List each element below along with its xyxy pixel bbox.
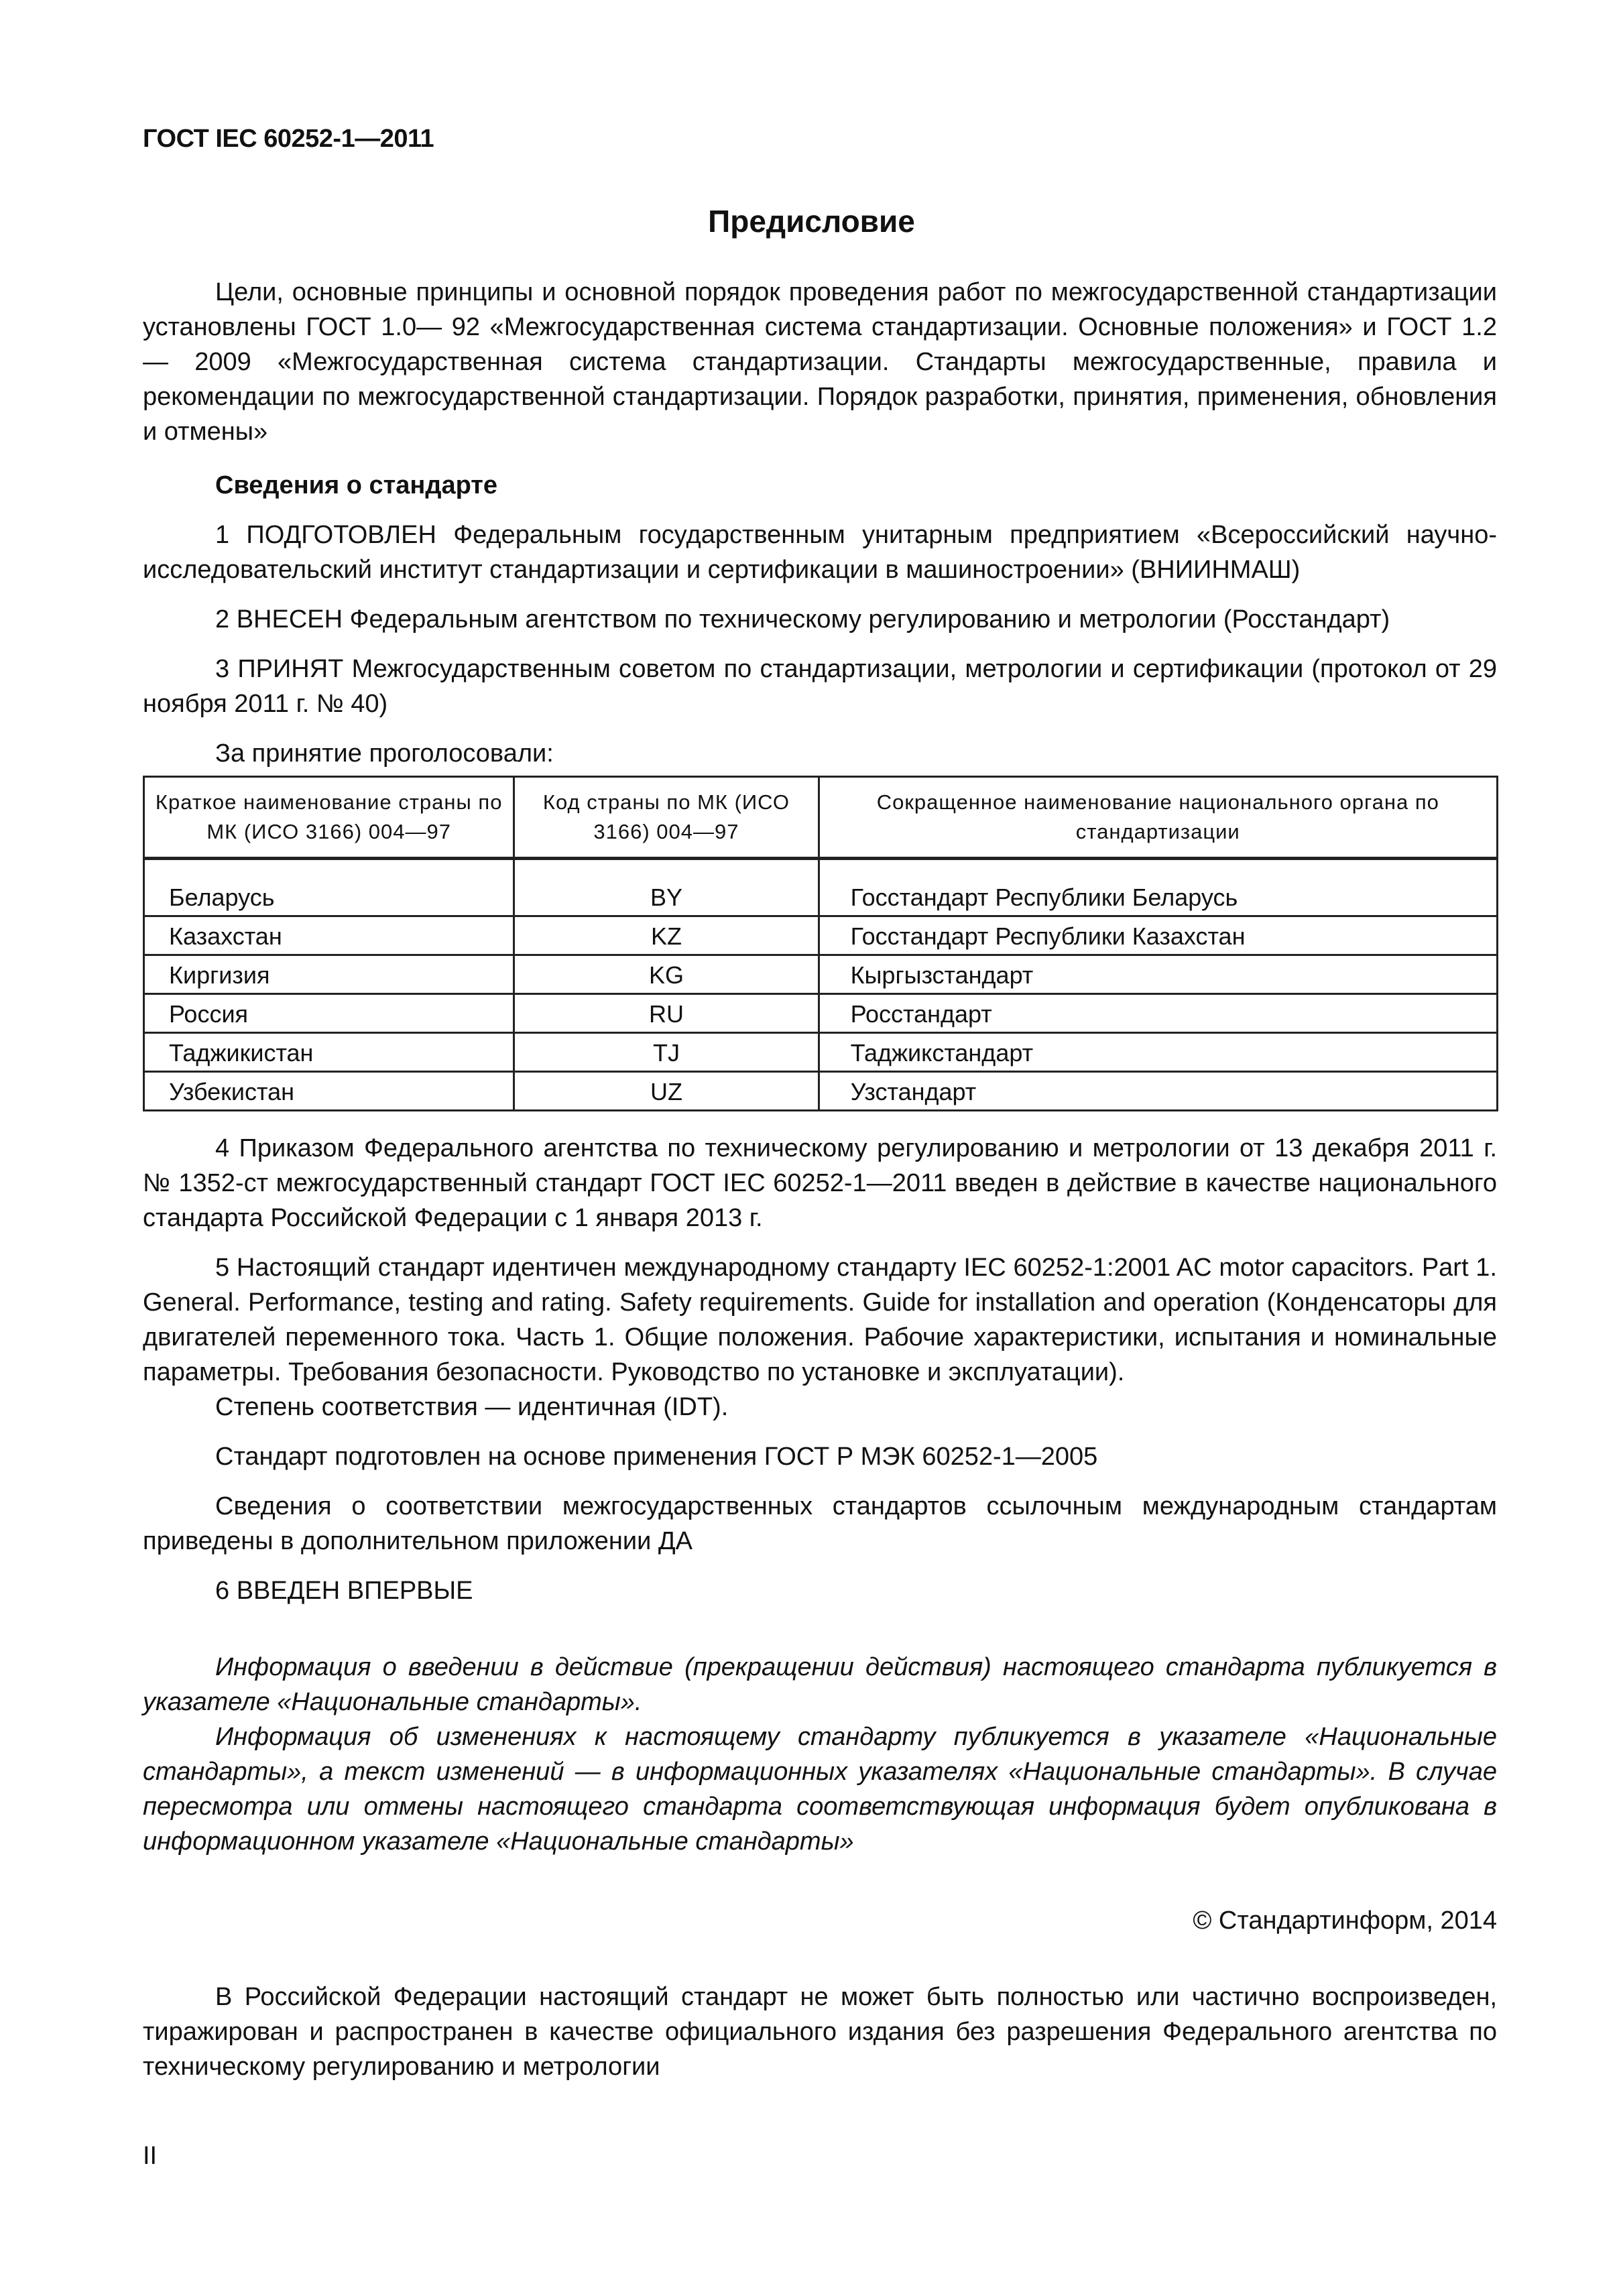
voted-label: За принятие проголосовали: (215, 739, 554, 768)
cell-country: Таджикистан (144, 1033, 514, 1072)
notice-paragraph-2: Информация об изменениях к настоящему стандарту публикуется в указателе «Национальные стандарты», а текст изменений — в информационных указателях «Национальные стандарты». В случае пересмотра или отмены настоящего стандарта соответствующая информация будет опубликована в информационном указателе «Национальные стандарты» (143, 1723, 1497, 1856)
table-row (144, 955, 1498, 994)
item-3: 3 ПРИНЯТ Межгосударственным советом по стандартизации, метрологии и сертификации (протокол от 29 ноября 2011 г. № 40) (143, 655, 1497, 718)
table-row (144, 1072, 1498, 1111)
page-title: Предисловие (708, 204, 915, 239)
cell-code: TJ (514, 1033, 819, 1072)
copyright-line: © Стандартинформ, 2014 (1193, 1907, 1497, 1935)
cell-code: RU (514, 994, 819, 1033)
info-heading: Сведения о стандарте (215, 471, 498, 499)
body-upper (143, 275, 1497, 771)
item-5: 5 Настоящий стандарт идентичен международному стандарту IEC 60252-1:2001 AC motor capacitors. Part 1. General. Performance, testing and rating. Safety requirements. Guide for installation and operation (Конденсаторы для двигателей переменного тока. Часть 1. Общие положения. Рабочие характеристики, испытания и номинальные параметры. Требования безопасности. Руководство по установке и эксплуатации). (143, 1254, 1497, 1386)
table-row (144, 994, 1498, 1033)
table-header-row (144, 777, 1498, 859)
cell-country: Киргизия (144, 955, 514, 994)
cell-code: KG (514, 955, 819, 994)
reproduction-notice: В Российской Федерации настоящий стандарт не может быть полностью или частично воспроизведен, тиражирован и распространен в качестве официального издания без разрешения Федерального агентства по техническому регулированию и метрологии (143, 1983, 1497, 2081)
cell-org: Госстандарт Республики Беларусь (819, 859, 1497, 916)
document-code-header: ГОСТ IEC 60252-1—2011 (143, 125, 434, 153)
notice-paragraph-1: Информация о введении в действие (прекращении действия) настоящего стандарта публикуется в указателе «Национальные стандарты». (143, 1653, 1497, 1716)
item-1: 1 ПОДГОТОВЛЕН Федеральным государственным унитарным предприятием «Всероссийский научно-исследовательский институт стандартизации и сертификации в машиностроении» (ВНИИНМАШ) (143, 521, 1497, 584)
cell-org: Таджикстандарт (819, 1033, 1497, 1072)
cell-code: BY (514, 859, 819, 916)
header-code: Код страны по МК (ИСО 3166) 004—97 (514, 777, 819, 859)
publication-notice (143, 1650, 1497, 1859)
intro-paragraph: Цели, основные принципы и основной порядок проведения работ по межгосударственной стандартизации установлены ГОСТ 1.0— 92 «Межгосударственная система стандартизации. Основные положения» и ГОСТ 1.2 — 2009 «Межгосударственная система стандартизации. Стандарты межгосударственные, правила и рекомендации по межгосударственной стандартизации. Порядок разработки, принятия, применения, обновления и отмены» (143, 278, 1497, 446)
item-2: 2 ВНЕСЕН Федеральным агентством по техническому регулированию и метрологии (Росстандарт) (215, 605, 1390, 633)
item-6: 6 ВВЕДЕН ВПЕРВЫЕ (215, 1577, 473, 1605)
reproduction-notice-block (143, 1980, 1497, 2084)
table-row (144, 1033, 1498, 1072)
voting-table (143, 776, 1498, 1111)
cell-org: Росстандарт (819, 994, 1497, 1033)
header-country: Краткое наименование страны по МК (ИСО 3166) 004—97 (144, 777, 514, 859)
cell-country: Россия (144, 994, 514, 1033)
cell-org: Кыргызстандарт (819, 955, 1497, 994)
cell-org: Узстандарт (819, 1072, 1497, 1111)
cell-code: UZ (514, 1072, 819, 1111)
cell-country: Казахстан (144, 916, 514, 955)
cell-code: KZ (514, 916, 819, 955)
cell-country: Узбекистан (144, 1072, 514, 1111)
body-lower (143, 1131, 1497, 1859)
page-number: II (143, 2142, 158, 2170)
cell-org: Госстандарт Республики Казахстан (819, 916, 1497, 955)
cell-country: Беларусь (144, 859, 514, 916)
item-4: 4 Приказом Федерального агентства по техническому регулированию и метрологии от 13 декабря 2011 г. № 1352-ст межгосударственный стандарт ГОСТ IEC 60252-1—2011 введен в действие в качестве национального стандарта Российской Федерации с 1 января 2013 г. (143, 1134, 1497, 1232)
item-5-degree: Степень соответствия — идентичная (IDT). (215, 1393, 729, 1421)
header-org: Сокращенное наименование национального органа по стандартизации (819, 777, 1497, 859)
table-row (144, 859, 1498, 916)
item-5-basis: Стандарт подготовлен на основе применения ГОСТ Р МЭК 60252-1—2005 (215, 1443, 1098, 1471)
table-row (144, 916, 1498, 955)
item-5-annex: Сведения о соответствии межгосударственных стандартов ссылочным международным стандартам приведены в дополнительном приложении ДА (143, 1492, 1497, 1555)
